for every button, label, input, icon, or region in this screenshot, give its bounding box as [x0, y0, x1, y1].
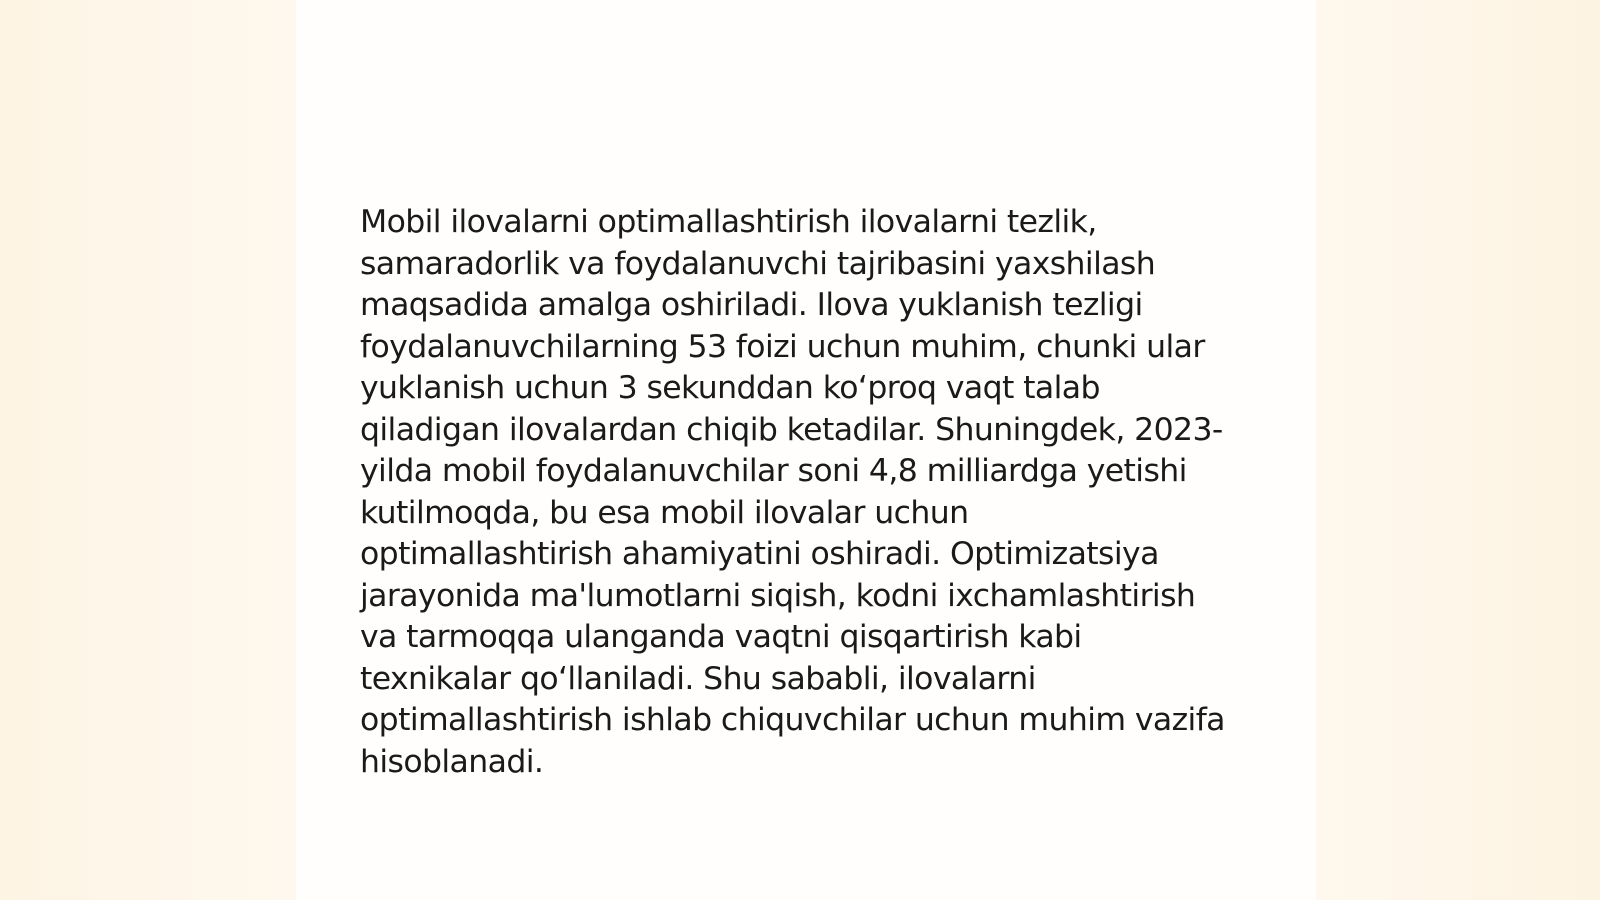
body-paragraph: Mobil ilovalarni optimallashtirish ilovalarni tezlik, samaradorlik va foydalanuvchi tajribasini yaxshilash maqsadida amalga oshiriladi. Ilova yuklanish tezligi foydalanuvchilarning 53 foizi uchun muhim, chunki ular yuklanish uchun 3 sekunddan ko‘proq vaqt talab qiladigan ilovalardan chiqib ketadilar. Shuningdek, 2023-yilda mobil foydalanuvchilar soni 4,8 milliardga yetishi kutilmoqda, bu esa mobil ilovalar uchun optimallashtirish ahamiyatini oshiradi. Optimizatsiya jarayonida ma'lumotlarni siqish, kodni ixchamlashtirish va tarmoqqa ulanganda vaqtni qisqartirish kabi texnikalar qo‘llaniladi. Shu sababli, ilovalarni optimallashtirish ishlab chiquvchilar uchun muhim vazifa hisoblanadi. — [360, 204, 1225, 780]
document-page — [296, 0, 1316, 900]
